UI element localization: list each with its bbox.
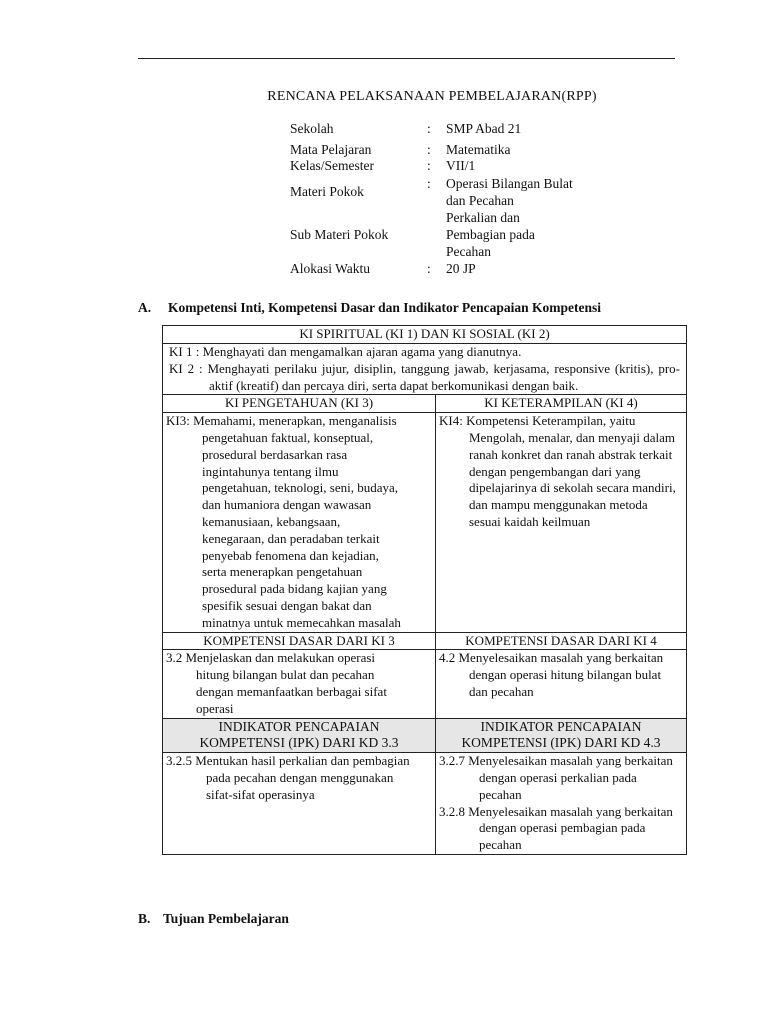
kd3-header: KOMPETENSI DASAR DARI KI 3 (163, 632, 436, 650)
info-colon: : (427, 121, 431, 136)
ipk3-cell (163, 753, 436, 855)
info-label: Sub Materi Pokok (290, 227, 389, 242)
ki1-text: KI 1 : Menghayati dan mengamalkan ajaran agama yang dianutnya. (169, 344, 522, 359)
kd3-cell (163, 650, 436, 718)
ipk3-header (163, 718, 436, 753)
ki-spiritual-sosial-header: KI SPIRITUAL (KI 1) DAN KI SOSIAL (KI 2) (163, 326, 687, 344)
info-value: Pembagian pada (446, 227, 535, 242)
info-label: Sekolah (290, 121, 334, 136)
section-letter: B. (138, 911, 151, 926)
info-value: Perkalian dan (446, 210, 520, 225)
ki3-cell (163, 413, 436, 632)
info-value: Matematika (446, 142, 511, 157)
info-value: Operasi Bilangan Bulat (446, 176, 573, 191)
ipk4-header (436, 718, 687, 753)
section-a-heading (138, 300, 601, 316)
info-label: Materi Pokok (290, 184, 364, 199)
info-colon: : (427, 158, 431, 173)
ipk3-header-line1: INDIKATOR PENCAPAIAN (218, 718, 380, 734)
info-label: Mata Pelajaran (290, 142, 372, 157)
competency-table (162, 325, 687, 855)
ipk4-item: 3.2.7 Menyelesaikan masalah yang berkaitan dengan operasi perkalian pada pecahan (439, 753, 673, 802)
ipk4-cell (436, 753, 687, 855)
ki-spiritual-sosial-cell (163, 344, 687, 395)
ipk4-header-line2: KOMPETENSI (IPK) DARI KD 4.3 (461, 735, 661, 751)
ki4-text: KI4: Kompetensi Keterampilan, yaitu Mengolah, menalar, dan menyaji dalam ranah konkret dan ranah abstrak terkait dengan pengembangan dari yang dipelajarinya di sekolah secara mandiri, dan mampu menggunakan metoda sesuai kaidah keilmuan (439, 413, 676, 529)
info-value: dan Pecahan (446, 193, 514, 208)
info-value: Pecahan (446, 244, 491, 259)
info-colon: : (427, 142, 431, 157)
section-title: Kompetensi Inti, Kompetensi Dasar dan Indikator Pencapaian Kompetensi (168, 300, 602, 315)
kd3-text: 3.2 Menjelaskan dan melakukan operasi hitung bilangan bulat dan pecahan dengan memanfaatkan berbagai sifat operasi (166, 650, 387, 716)
section-b-heading (138, 911, 289, 927)
section-title: Tujuan Pembelajaran (163, 911, 289, 926)
ipk3-header-line2: KOMPETENSI (IPK) DARI KD 3.3 (199, 735, 399, 751)
ki3-header: KI PENGETAHUAN (KI 3) (163, 395, 436, 413)
kd4-text: 4.2 Menyelesaikan masalah yang berkaitan dengan operasi hitung bilangan bulat dan pecahan (439, 650, 664, 699)
info-value: 20 JP (446, 261, 476, 276)
ki4-header: KI KETERAMPILAN (KI 4) (436, 395, 687, 413)
kd4-header: KOMPETENSI DASAR DARI KI 4 (436, 632, 687, 650)
info-value: VII/1 (446, 158, 476, 173)
ki2-text: KI 2 : Menghayati perilaku jujur, disiplin, tanggung jawab, kerjasama, responsive (kritis), pro-aktif (kreatif) dan percaya diri, serta dapat berkomunikasi dengan baik. (169, 360, 680, 393)
section-letter: A. (138, 300, 152, 315)
info-colon: : (427, 261, 431, 276)
ipk3-item: 3.2.5 Mentukan hasil perkalian dan pembagian pada pecahan dengan menggunakan sifat-sifat operasinya (166, 753, 410, 802)
info-label: Alokasi Waktu (290, 261, 371, 276)
info-value: SMP Abad 21 (446, 121, 522, 136)
ipk4-item: 3.2.8 Menyelesaikan masalah yang berkaitan dengan operasi pembagian pada pecahan (439, 803, 673, 853)
ki4-cell (436, 413, 687, 632)
top-rule (138, 58, 675, 59)
kd4-cell (436, 650, 687, 718)
info-label: Kelas/Semester (290, 158, 374, 173)
ipk4-header-line1: INDIKATOR PENCAPAIAN (480, 718, 642, 734)
ki3-text: KI3: Memahami, menerapkan, menganalisis pengetahuan faktual, konseptual, prosedural berdasarkan rasa ingintahunya tentang ilmu pengetahuan, teknologi, seni, budaya, dan humaniora dengan wawasan kemanusiaan, kebangsaan, kenegaraan, dan peradaban terkait penyebab fenomena dan kejadian, serta menerapkan pengetahuan prosedural pada bidang kajian yang spesifik sesuai dengan bakat dan minatnya untuk memecahkan masalah (166, 413, 401, 630)
page-title: RENCANA PELAKSANAAN PEMBELAJARAN(RPP) (267, 89, 597, 104)
info-colon: : (427, 176, 431, 191)
